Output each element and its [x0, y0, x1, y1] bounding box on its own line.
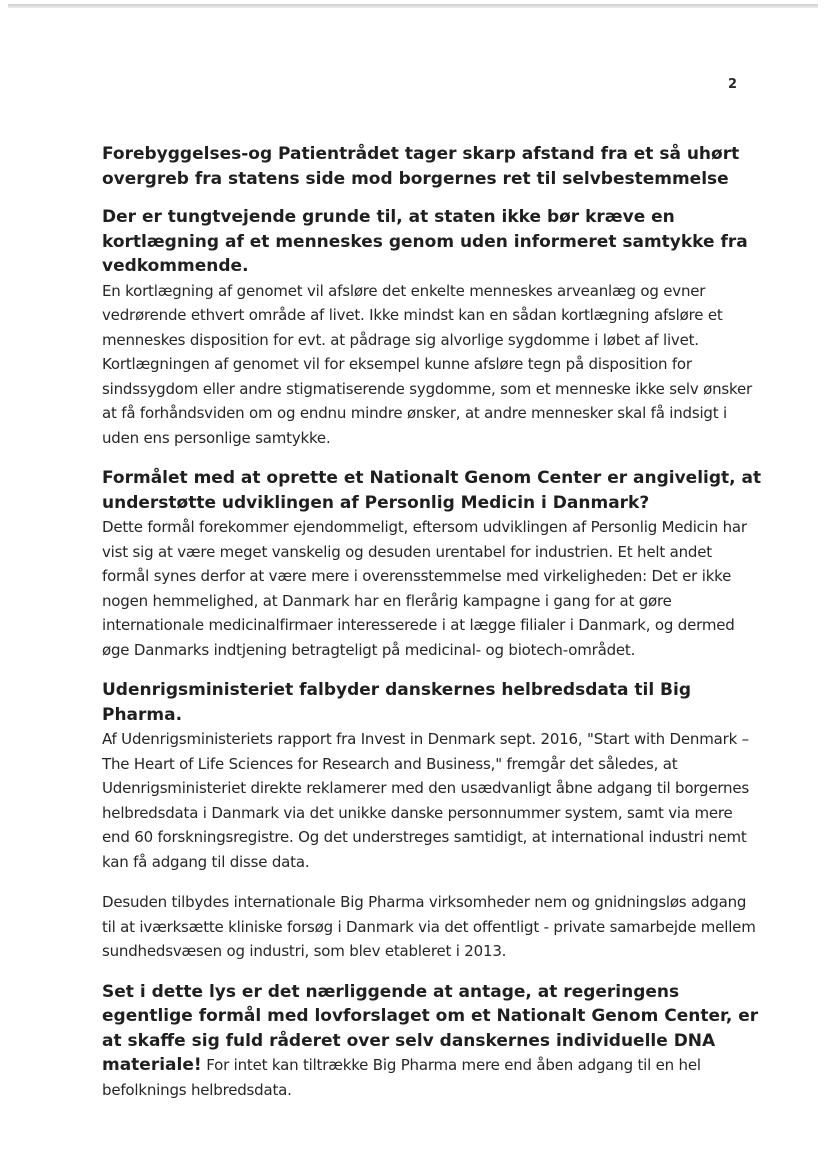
section-genome-consent	[102, 205, 762, 450]
page-number: 2	[728, 77, 738, 92]
scan-edge	[8, 4, 818, 8]
section-body: En kortlægning af genomet vil afsløre det enkelte menneskes arveanlæg og evner vedrørende ethvert område af livet. Ikke mindst kan en sådan kortlægning afsløre et menneskes disposition for evt. at pådrage sig alvorlige sygdomme i løbet af livet. Kortlægningen af genomet vil for eksempel kunne afsløre tegn på disposition for sindssygdom eller andre stigmatiserende sygdomme, som et menneske ikke selv ønsker at få forhåndsviden om og endnu mindre ønsker, at andre mennesker skal få indsigt i uden ens personlige samtykke.	[102, 281, 752, 447]
section-title: Formålet med at oprette et Nationalt Genom Center er angiveligt, at understøtte udviklingen af Personlig Medicin i Danmark?	[102, 468, 762, 513]
conclusion-paragraph	[102, 980, 762, 1103]
document-body	[102, 142, 762, 1102]
section-body: Af Udenrigsministeriets rapport fra Invest in Denmark sept. 2016, "Start with Denmark – The Heart of Life Sciences for Research and Business," fremgår det således, at Udenrigsministeriet direkte reklamerer med den usædvanligt åbne adgang til borgernes helbredsdata i Danmark via det unikke danske personnummer system, samt via mere end 60 forskningsregistre. Og det understreges samtidigt, at international industri nemt kan få adgang til disse data.	[102, 730, 750, 871]
paragraph-clinical-trials: Desuden tilbydes internationale Big Pharma virksomheder nem og gnidningsløs adgang til at iværksætte kliniske forsøg i Danmark via det offentligt - private samarbejde mellem sundhedsvæsen og industri, som blev etableret i 2013.	[102, 893, 756, 960]
section-foreign-ministry	[102, 678, 762, 874]
conclusion-bold: Set i dette lys er det nærliggende at antage, at regeringens egentlige formål med lovforslaget om et Nationalt Genom Center, er at skaffe sig fuld råderet over selv danskernes individuelle DNA materiale!	[102, 981, 759, 1075]
section-title: Udenrigsministeriet falbyder danskernes helbredsdata til Big Pharma.	[102, 680, 692, 725]
conclusion-rest: For intet kan tiltrække Big Pharma mere end åben adgang til en hel befolknings helbredsdata.	[102, 1056, 701, 1099]
section-body: Dette formål forekommer ejendommeligt, eftersom udviklingen af Personlig Medicin har vist sig at være meget vanskelig og desuden urentabel for industrien. Et helt andet formål synes derfor at være mere i overensstemmelse med virkeligheden: Det er ikke nogen hemmelighed, at Danmark har en flerårig kampagne i gang for at gøre internationale medicinalfirmaer interesserede i at lægge filialer i Danmark, og dermed øge Danmarks indtjening betragteligt på medicinal- og biotech-området.	[102, 518, 747, 659]
section-national-genome-center	[102, 466, 762, 662]
document-heading: Forebyggelses-og Patientrådet tager skarp afstand fra et så uhørt overgreb fra statens side mod borgernes ret til selvbestemmelse	[102, 144, 740, 189]
section-title: Der er tungtvejende grunde til, at staten ikke bør kræve en kortlægning af et menneskes genom uden informeret samtykke fra vedkommende.	[102, 207, 748, 276]
